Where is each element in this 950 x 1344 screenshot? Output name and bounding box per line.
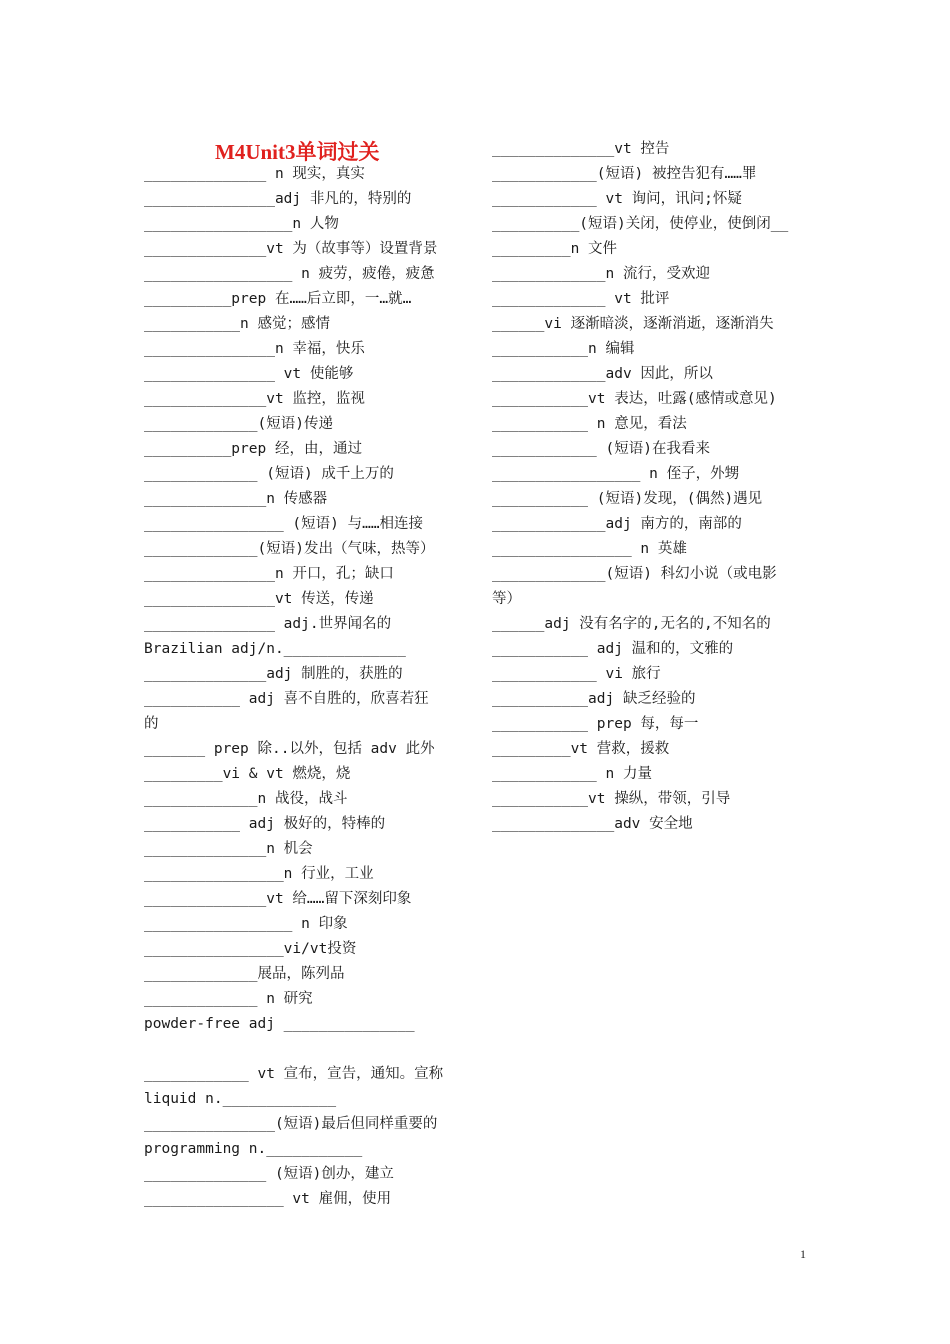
vocab-line: ______vi 逐渐暗淡，逐渐消逝，逐渐消失 [492,316,774,332]
vocab-line: _____________n 流行，受欢迎 [492,266,710,282]
vocab-line: _____________n 战役，战斗 [144,791,348,807]
vocab-line: _____________ vt 批评 [492,291,670,307]
vocab-line: ______________adv 安全地 [492,816,693,832]
vocab-line: ______________n 机会 [144,841,313,857]
vocab-line: _______________n 开口，孔；缺口 [144,566,394,582]
vocab-line: _______________ adj.世界闻名的 [144,616,392,632]
vocab-line: ___________ n 意见，看法 [492,416,687,432]
vocab-line: ____________(短语) 被控告犯有……罪 [492,166,757,182]
vocab-line: liquid n._____________ [144,1091,337,1107]
vocab-line: ___________n 编辑 [492,341,635,357]
vocab-line: ______________vt 控告 [492,141,670,157]
vocab-line: ____________ n 力量 [492,766,652,782]
vocab-line: ______adj 没有名字的,无名的,不知名的 [492,616,771,632]
vocab-line: _______________n 幸福，快乐 [144,341,365,357]
vocab-line: _________________ n 印象 [144,916,348,932]
vocab-line: __________(短语)关闭，使停业，使倒闭__ [492,216,789,232]
vocab-line: ______________ n 现实，真实 [144,166,365,182]
vocab-line: __________prep 在……后立即，一…就… [144,291,412,307]
right-column [492,137,812,837]
vocab-line: _____________(短语)发出（气味，热等） [144,541,435,557]
vocab-line: 的 [144,716,159,732]
vocab-line: ___________n 感觉；感情 [144,316,330,332]
vocab-line: ______________vt 为（故事等）设置背景 [144,241,438,257]
vocab-line: _______________(短语)最后但同样重要的 [144,1116,438,1132]
vocab-line: 等） [492,591,521,607]
vocab-line: _____________ n 研究 [144,991,313,1007]
vocab-line: ______________ (短语)创办，建立 [144,1166,394,1182]
vocab-line: ________________ (短语) 与……相连接 [144,516,424,532]
vocab-line: ___________ adj 喜不自胜的，欣喜若狂 [144,691,429,707]
vocab-line: _________vt 营救，援救 [492,741,670,757]
vocab-line: ____________ (短语)在我看来 [492,441,710,457]
vocab-line: ______________adj 制胜的，获胜的 [144,666,403,682]
vocab-line: ________________vi/vt投资 [144,941,357,957]
vocab-line: ___________ adj 极好的，特棒的 [144,816,386,832]
vocab-line: __________prep 经，由，通过 [144,441,362,457]
vocab-line: _____________ (短语) 成千上万的 [144,466,394,482]
vocab-line: _____________展品，陈列品 [144,966,345,982]
vocab-line: _________________n 人物 [144,216,339,232]
vocab-line: ___________vt 表达，吐露(感情或意见) [492,391,777,407]
vocab-line: _______ prep 除..以外，包括 adv 此外 [144,741,435,757]
vocab-line: ___________ adj 温和的，文雅的 [492,641,734,657]
vocab-line: ___________vt 操纵，带领，引导 [492,791,731,807]
vocab-line: _______________vt 传送，传递 [144,591,374,607]
left-column [144,162,474,1212]
vocab-line: programming n.___________ [144,1141,363,1157]
vocab-line: _________vi & vt 燃烧，烧 [144,766,351,782]
vocab-line: ____________ vt 宣布，宣告，通知。宣称 [144,1066,444,1082]
vocab-line: _________________ n 疲劳，疲倦，疲惫 [144,266,435,282]
vocab-line: Brazilian adj/n.______________ [144,641,406,657]
vocab-line: _______________ vt 使能够 [144,366,354,382]
vocab-line: powder-free adj _______________ [144,1016,415,1032]
vocab-line: _____________adv 因此，所以 [492,366,713,382]
vocab-line: ___________ (短语)发现，(偶然)遇见 [492,491,763,507]
vocab-line: ________________n 行业，工业 [144,866,374,882]
vocab-line: _________n 文件 [492,241,618,257]
vocab-line: ______________vt 监控，监视 [144,391,365,407]
vocab-line: ___________adj 缺乏经验的 [492,691,696,707]
vocab-line: _____________adj 南方的，南部的 [492,516,742,532]
vocab-line: ________________ n 英雄 [492,541,687,557]
page-title: M4Unit3单词过关 [215,140,380,164]
vocab-line: ____________ vi 旅行 [492,666,661,682]
vocab-line: ______________n 传感器 [144,491,328,507]
vocab-line: ____________ vt 询问，讯问;怀疑 [492,191,742,207]
vocab-line: _____________(短语) 科幻小说（或电影 [492,566,777,582]
vocab-line: ________________ vt 雇佣，使用 [144,1191,392,1207]
vocab-line: ___________ prep 每，每一 [492,716,699,732]
vocab-line: _____________(短语)传递 [144,416,333,432]
vocab-line: _______________adj 非凡的，特别的 [144,191,412,207]
page-number: 1 [800,1247,806,1261]
vocab-line: _________________ n 侄子，外甥 [492,466,740,482]
vocab-line: ______________vt 给……留下深刻印象 [144,891,412,907]
vocab-line [144,1037,474,1062]
